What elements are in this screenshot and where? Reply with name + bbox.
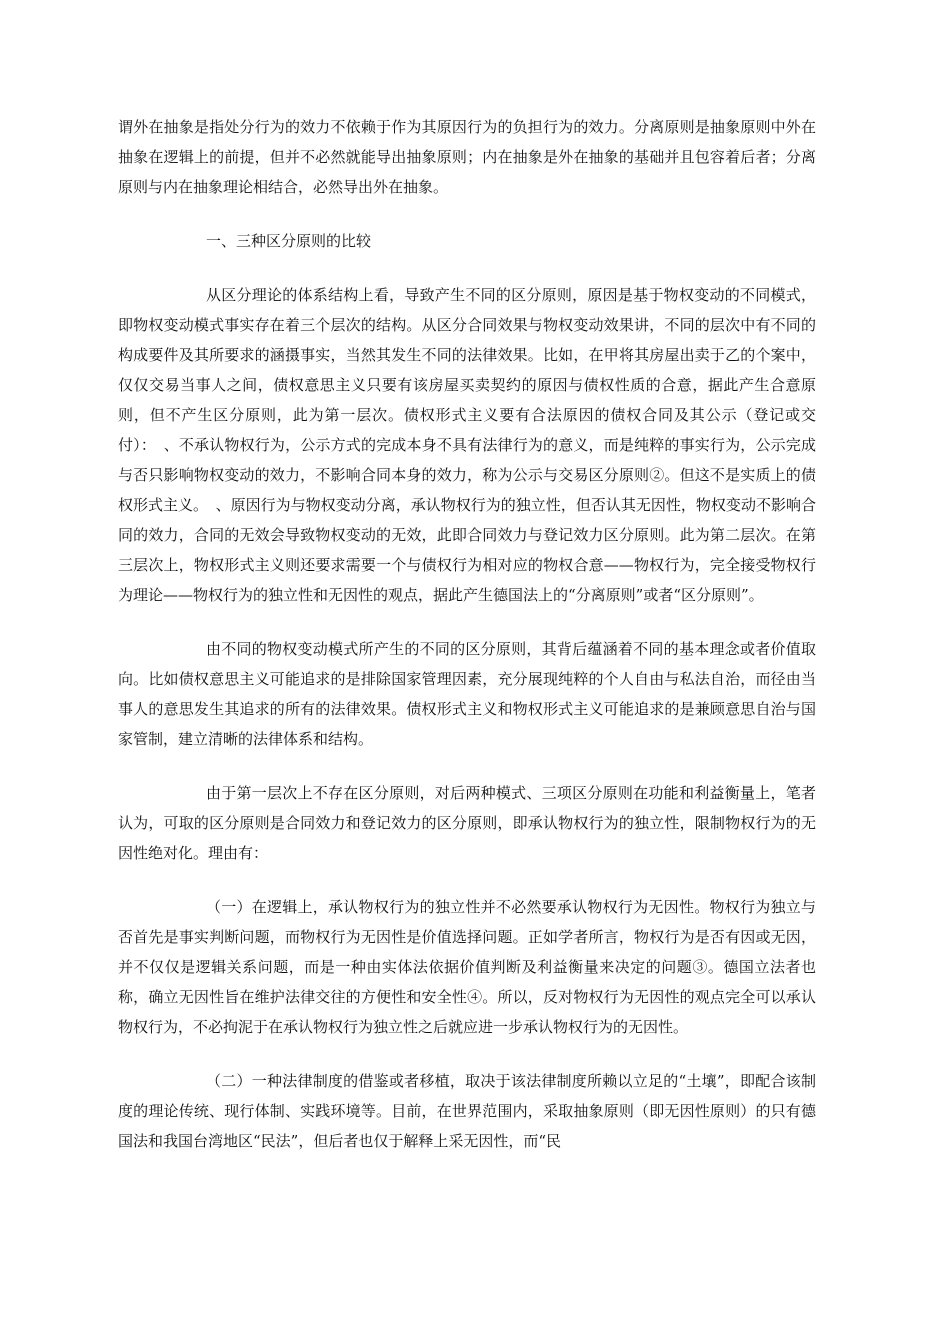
paragraph-reason-1: （一）在逻辑上，承认物权行为的独立性并不必然要承认物权行为无因性。物权行为独立与否首先是事实判断问题，而物权行为无因性是价值选择问题。正如学者所言，物权行为是否有因或无因，并不仅仅是逻辑关系问题，而是一种由实体法依据价值判断及利益衡量来决定的问题③。德国立法者也称，确立无因性旨在维护法律交往的方便性和安全性④。所以，反对物权行为无因性的观点完全可以承认物权行为，不必拘泥于在承认物权行为独立性之后就应进一步承认物权行为的无因性。	[118, 898, 816, 1036]
paragraph: 由于第一层次上不存在区分原则，对后两种模式、三项区分原则在功能和利益衡量上，笔者认为，可取的区分原则是合同效力和登记效力的区分原则，即承认物权行为的独立性，限制物权行为的无因性绝对化。理由有：	[118, 784, 816, 862]
document-page	[118, 112, 816, 1180]
paragraph: 由不同的物权变动模式所产生的不同的区分原则，其背后蕴涵着不同的基本理念或者价值取向。比如债权意思主义可能追求的是排除国家管理因素，充分展现纯粹的个人自由与私法自治，而径由当事人的意思发生其追求的所有的法律效果。债权形式主义和物权形式主义可能追求的是兼顾意思自治与国家管制，建立清晰的法律体系和结构。	[118, 640, 816, 748]
paragraph: 从区分理论的体系结构上看，导致产生不同的区分原则，原因是基于物权变动的不同模式，即物权变动模式事实存在着三个层次的结构。从区分合同效果与物权变动效果讲，不同的层次中有不同的构成要件及其所要求的涵摄事实，当然其发生不同的法律效果。比如，在甲将其房屋出卖于乙的个案中，仅仅交易当事人之间，债权意思主义只要有该房屋买卖契约的原因与债权性质的合意，据此产生合意原则，但不产生区分原则，此为第一层次。债权形式主义要有合法原因的债权合同及其公示（登记或交付）： 、不承认物权行为，公示方式的完成本身不具有法律行为的意义，而是纯粹的事实行为，公示完成与否只影响物权变动的效力，不影响合同本身的效力，称为公示与交易区分原则②。但这不是实质上的债权形式主义。 、原因行为与物权变动分离，承认物权行为的独立性，但否认其无因性，物权变动不影响合同的效力，合同的无效会导致物权变动的无效，此即合同效力与登记效力区分原则。此为第二层次。在第三层次上，物权形式主义则还要求需要一个与债权行为相对应的物权合意——物权行为，完全接受物权行为理论——物权行为的独立性和无因性的观点，据此产生德国法上的“分离原则”或者“区分原则”。	[118, 286, 816, 604]
section-heading: 一、三种区分原则的比较	[206, 232, 372, 250]
paragraph-reason-2: （二）一种法律制度的借鉴或者移植，取决于该法律制度所赖以立足的“土壤”，即配合该制度的理论传统、现行体制、实践环境等。目前，在世界范围内，采取抽象原则（即无因性原则）的只有德国法和我国台湾地区“民法”，但后者也仅于解释上采无因性，而“民	[118, 1072, 816, 1150]
paragraph-continuation: 谓外在抽象是指处分行为的效力不依赖于作为其原因行为的负担行为的效力。分离原则是抽象原则中外在抽象在逻辑上的前提，但并不必然就能导出抽象原则；内在抽象是外在抽象的基础并且包容着后者；分离原则与内在抽象理论相结合，必然导出外在抽象。	[118, 118, 816, 196]
